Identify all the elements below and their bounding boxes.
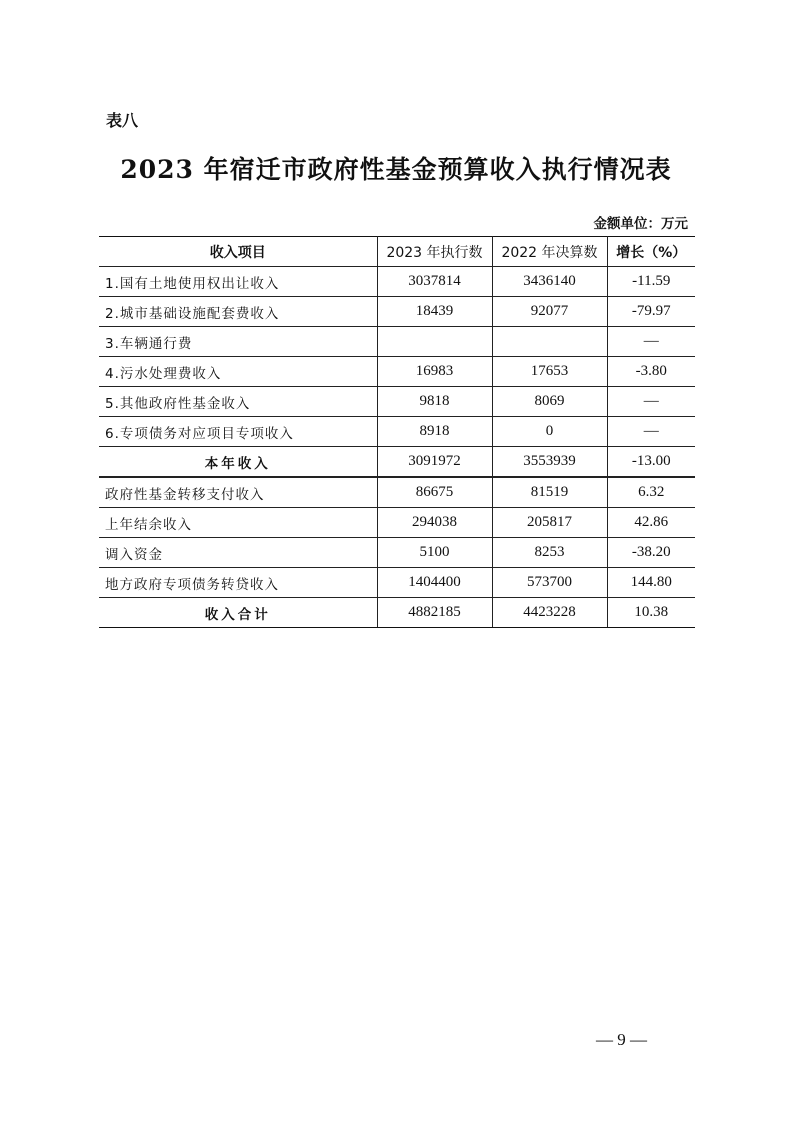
growth-cell: 144.80 [607,568,695,598]
row-name: 本年收入 [99,447,377,478]
page-title: 2023 年宿迁市政府性基金预算收入执行情况表 [120,155,672,184]
table-row [99,568,695,598]
col-header-item: 收入项目 [99,237,377,267]
final-2022-cell: 81519 [492,477,607,508]
growth-cell: -79.97 [607,297,695,327]
col-header-growth: 增长（%） [607,237,695,267]
final-2022-cell: 3553939 [492,447,607,478]
table-header-row [99,237,695,267]
exec-2023-cell: 8918 [377,417,492,447]
growth-cell: — [607,417,695,447]
growth-cell: -3.80 [607,357,695,387]
final-2022-cell: 8069 [492,387,607,417]
row-name: 地方政府专项债务转贷收入 [99,568,377,598]
final-2022-cell: 573700 [492,568,607,598]
exec-2023-cell: 18439 [377,297,492,327]
growth-cell: -11.59 [607,267,695,297]
table-row [99,477,695,508]
row-name: 1.国有土地使用权出让收入 [99,267,377,297]
page-number: — 9 — [596,1030,647,1049]
col-header-exec-2023: 2023 年执行数 [377,237,492,267]
exec-2023-cell: 86675 [377,477,492,508]
row-name: 收入合计 [99,598,377,628]
exec-2023-cell: 3037814 [377,267,492,297]
col-header-final-2022: 2022 年决算数 [492,237,607,267]
table-row [99,508,695,538]
final-2022-cell [492,327,607,357]
growth-cell: -38.20 [607,538,695,568]
exec-2023-cell: 9818 [377,387,492,417]
final-2022-cell: 92077 [492,297,607,327]
final-2022-cell: 8253 [492,538,607,568]
exec-2023-cell [377,327,492,357]
row-name: 5.其他政府性基金收入 [99,387,377,417]
exec-2023-cell: 3091972 [377,447,492,478]
table-row [99,417,695,447]
final-2022-cell: 4423228 [492,598,607,628]
growth-cell: — [607,327,695,357]
table-tag: 表八 [106,111,139,130]
row-name: 2.城市基础设施配套费收入 [99,297,377,327]
row-name: 4.污水处理费收入 [99,357,377,387]
table-row [99,267,695,297]
final-2022-cell: 3436140 [492,267,607,297]
exec-2023-cell: 16983 [377,357,492,387]
table-row [99,297,695,327]
subtotal-row [99,447,695,478]
final-2022-cell: 205817 [492,508,607,538]
row-name: 上年结余收入 [99,508,377,538]
growth-cell: 6.32 [607,477,695,508]
growth-cell: -13.00 [607,447,695,478]
table-row [99,327,695,357]
table-row [99,357,695,387]
final-2022-cell: 17653 [492,357,607,387]
exec-2023-cell: 5100 [377,538,492,568]
unit-label: 金额单位：万元 [593,216,688,232]
final-2022-cell: 0 [492,417,607,447]
table-row [99,538,695,568]
row-name: 政府性基金转移支付收入 [99,477,377,508]
revenue-table [99,236,695,628]
row-name: 调入资金 [99,538,377,568]
growth-cell: 42.86 [607,508,695,538]
growth-cell: — [607,387,695,417]
row-name: 6.专项债务对应项目专项收入 [99,417,377,447]
table-row [99,387,695,417]
row-name: 3.车辆通行费 [99,327,377,357]
exec-2023-cell: 4882185 [377,598,492,628]
total-row [99,598,695,628]
growth-cell: 10.38 [607,598,695,628]
exec-2023-cell: 294038 [377,508,492,538]
exec-2023-cell: 1404400 [377,568,492,598]
